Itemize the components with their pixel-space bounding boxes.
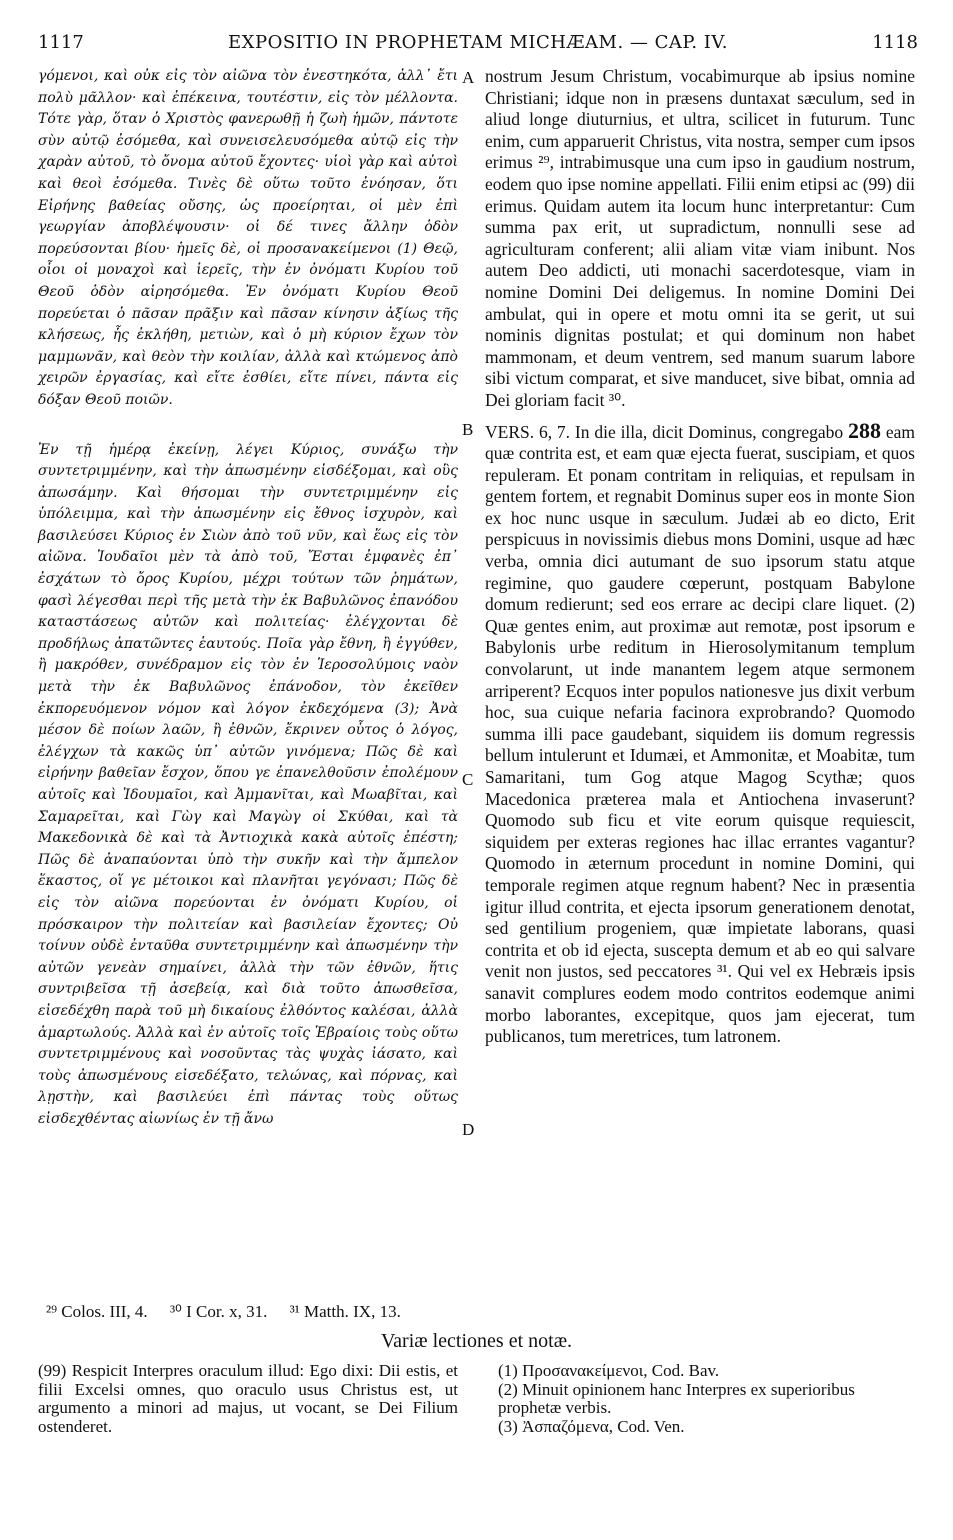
footnote-30: ³⁰ I Cor. x, 31. [169, 1302, 268, 1321]
notes-heading: Variæ lectiones et notæ. [380, 1330, 573, 1352]
page-header [38, 32, 918, 56]
latin-verse-body: eam quæ contrita est, et eam quæ ejecta fuerat, suscipiam, et quos repuleram. Et ponam contritam in reliquias, et repulsam in gentem fortem, et regnabit Dominus super eos in monte Sion ex hoc nunc usque in sæculum. Judæi ab eo dicto, Erit perspicuus in novissimis diebus mons Domini, usque ad hæc verba, omnia dici autumant de suo ipsorum statu atque regimine, quo gaudere cœperunt, postquam Babylone domum redierunt; sed eos errare ac decipi clare liquet. (2) Quæ gentes enim, aut proximæ aut remotæ, post ipsorum e Babylonis urbe reditum in Hierosolymitanum templum convolarunt, ut inde manantem legem atque sermonem arriperent? Ecquos inter populos nationesve jus dixit verbum hoc, sua cuique nefaria facinora exprobrando? Quomodo summa illi pace gaudebant, siquidem iis domum regressis bellum intulerunt et Idumæi, et Ammonitæ, et Moabitæ, tum Samaritani, tum Gog atque Magog Scythæ; quos Macedonica præterea mala et Antiochena invaserunt? Quomodo sub ficu et vite eorum quisque requiescit, siquidem per exteras regiones hac illac errantes vagantur? Quomodo in æternum procedunt in nomine Domini, qui temporale regimen atque regnum habent? Nec in præsentia igitur illud contrita, et ejecta ipsorum generationem denotat, sed gentilium progeniem, quæ impietate laborans, quasi contrita et ob id ejecta, suscepta demum et ab eo qui salvare venit non justos, sed peccatores ³¹. Qui vel ex Hebræis ipsis sanavit complures eodem modo contritos eodemque animi morbo laborantes, excepitque, quos jam ejecerat, tum publicanos, tum meretrices, tum latronem. [485, 421, 915, 1047]
greek-paragraph-1: γόμενοι, καὶ οὐκ εἰς τὸν αἰῶνα τὸν ἐνεστηκότα, ἀλλ᾽ ἔτι πολὺ μᾶλλον· καὶ ἐπέκεινα, τουτέστιν, εἰς τὸν μέλλοντα. Τότε γὰρ, ὅταν ὁ Χριστὸς φανερωθῇ ἡ ζωὴ ἡμῶν, πάντοτε σὺν αὐτῷ ἐσόμεθα, καὶ συνεισελευσόμεθα αὐτῷ εἰς τὴν χαρὰν αὐτοῦ, τὸ ὄνομα αὐτοῦ ἔχοντες· υἱοὶ γὰρ καὶ αὐτοὶ καὶ θεοὶ ἐσόμεθα. Τινὲς δὲ οὕτω τοῦτο ἐνόησαν, ὅτι Εἰρήνης βαθείας οὔσης, ὡς προείρηται, οἱ μὲν ἐπὶ γεωργίαν ἀποβλέψουσιν· οἱ δέ τινες ἄλλην ὁδὸν πορεύσονται βίου· ἡμεῖς δὲ, οἱ προσανακείμενοι (1) Θεῷ, οἷοι οἱ μοναχοὶ καὶ ἱερεῖς, τὴν ἐν ὀνόματι Κυρίου τοῦ Θεοῦ ὁδὸν αἱρησόμεθα. Ἐν ὀνόματι Κυρίου Θεοῦ πορεύεται ὁ πᾶσαν πρᾶξιν καὶ πᾶσαν κίνησιν ἀξίως τῆς κλήσεως, ἧς ἐκλήθη, μετιὼν, καὶ ὁ μὴ κύριον ἔχων τὸν μαμμωνᾶν, καὶ θεὸν τὴν κοιλίαν, ἀλλὰ καὶ κτώμενος ἀπὸ χειρῶν ἐργασίας, καὶ εἴτε ἐσθίει, εἴτε πίνει, πάντα εἰς δόξαν Θεοῦ ποιῶν. [38, 68, 458, 408]
margin-letter-d: D [462, 1120, 475, 1139]
page-number-right: 1118 [872, 32, 918, 53]
variant-notes [498, 1362, 918, 1436]
greek-column [38, 66, 458, 1131]
margin-letter-c: C [462, 770, 474, 789]
footnote-31: ³¹ Matth. IX, 13. [289, 1302, 401, 1321]
column-number: 288 [848, 417, 881, 443]
footnote-29: ²⁹ Colos. III, 4. [46, 1302, 148, 1321]
margin-letter-a: A [462, 68, 475, 87]
variant-note-2: (2) Minuit opinionem hanc Interpres ex superioribus prophetæ verbis. [498, 1379, 855, 1417]
footnotes [46, 1302, 419, 1322]
latin-column [485, 66, 915, 1048]
variant-note-3: (3) Ἀσπαζόμενα, Cod. Ven. [498, 1416, 685, 1436]
latin-paragraph-2 [485, 417, 915, 1048]
margin-letter-b: B [462, 420, 474, 439]
latin-paragraph-1: nostrum Jesum Christum, vocabimurque ab ipsius nomine Christiani; idque non in præsens duntaxat sæculum, sed in aliud longe diuturnius, et ultra, scilicet in futurum. Tunc enim, cum apparuerit Christus, vita nostra, semper cum ipsos erimus ²⁹, intrabimusque una cum ipso in gaudium nostrum, eodem quo ipse nomine appellati. Filii enim etipsi ac (99) dii erimus. Quidam autem ita locum hunc interpretantur: Cum summa pax erit, ut supradictum, nonnulli sese ad agriculturam conferent; alii aliam vitæ viam inibunt. Nos autem Deo addicti, uti monachi sacerdotesque, viam in nomine Domini Dei deligemus. In nomine Domini Dei ambulat, qui in opere et motu omni ita se gerit, ut sui nominis dignitas postulat; et qui dominum non habet mammonam, et deum ventrem, sed manum suarum labore sibi victum comparat, et sive manducet, sive bibat, omnia ad Dei gloriam facit ³⁰. [485, 66, 915, 410]
greek-paragraph-2: Ἐν τῇ ἡμέρᾳ ἐκείνῃ, λέγει Κύριος, συνάξω τὴν συντετριμμένην, καὶ τὴν ἀπωσμένην εἰσδέξομαι, καὶ οὓς ἀπωσάμην. Καὶ θήσομαι τὴν συντετριμμένην εἰς ὑπόλειμμα, καὶ τὴν ἀπωσμένην εἰς ἔθνος ἰσχυρὸν, καὶ βασιλεύσει Κύριος ἐν Σιὼν ἀπὸ τοῦ νῦν, καὶ ἕως εἰς τὸν αἰῶνα. Ἰουδαῖοι μὲν τὰ ἀπὸ τοῦ, Ἔσται ἐμφανὲς ἐπ᾽ ἐσχάτων τὸ ὄρος Κυρίου, μέχρι τούτων τῶν ῥημάτων, φασὶ λέγεσθαι περὶ τῆς μετὰ τὴν ἐκ Βαβυλῶνος ἐπανόδου καταστάσεως αὐτῶν καὶ πολιτείας· ἐλέγχονται δὲ προδήλως ἀπατῶντες ἑαυτούς. Ποῖα γὰρ ἔθνη, ἢ ἐγγύθεν, ἢ μακρόθεν, συνέδραμον εἰς τὸν ἐν Ἱεροσολύμοις ναὸν μετὰ τὴν ἐκ Βαβυλῶνος ἐπάνοδον, τὸν ἐκεῖθεν ἐκπορευόμενον νόμον καὶ λόγον ἐκδεχόμενα (3); Ἀνὰ μέσον δὲ ποίων λαῶν, ἢ ἐθνῶν, ἔκρινεν οὗτος ὁ λόγος, ἐλέγχων τὰ κακῶς ὑπ᾽ αὐτῶν γινόμενα; Πῶς δὲ καὶ εἰρήνην βαθεῖαν ἔσχον, ὅπου γε ἐπανελθοῦσιν ἐπολέμουν αὐτοῖς καὶ Ἰδουμαῖοι, καὶ Ἀμμανῖται, καὶ Μωαβῖται, καὶ Σαμαρεῖται, καὶ Γὼγ καὶ Μαγὼγ οἱ Σκύθαι, καὶ τὰ Μακεδονικὰ δὲ καὶ τὰ Ἀντιοχικὰ κακὰ αὐτοῖς ἐπέστη; Πῶς δὲ ἀναπαύονται ὑπὸ τὴν συκῆν καὶ τὴν ἄμπελον ἕκαστος, οἵ γε μέτοικοι καὶ πλανῆται γεγόνασι; Πῶς δὲ εἰς τὸν αἰῶνα πορεύονται ἐν ὀνόματι Κυρίου, οἱ πρόσκαιρον τὴν πολιτείαν καὶ βασιλείαν ἔχοντες; Οὐ τοίνυν οὐδὲ ἐνταῦθα συντετριμμένην καὶ ἀπωσμένην τὴν αὐτῶν γενεὰν σημαίνει, ἀλλὰ τὴν τῶν ἐθνῶν, ἥτις συντριβεῖσα τῇ ἀσεβείᾳ, καὶ διὰ τοῦτο ἀπωσθεῖσα, εἰσεδέχθη παρὰ τοῦ μὴ δικαίους ἐλθόντος καλέσαι, ἀλλὰ ἁμαρτωλούς. Ἀλλὰ καὶ ἐν αὐτοῖς τοῖς Ἑβραίοις τοὺς οὕτω συντετριμμένους καὶ νοσοῦντας τὰς ψυχὰς ἰάσατο, καὶ τοὺς ἀπωσμένους εἰσεδέξατο, τελώνας, καὶ πόρνας, καὶ λῃστὴν, καὶ βασιλεύει ἐπὶ πάντας τοὺς οὕτως εἰσδεχθέντας αἰωνίως ἐν τῇ ἄνω [38, 441, 458, 1127]
running-title: EXPOSITIO IN PROPHETAM MICHÆAM. — CAP. IV. [228, 32, 728, 53]
variant-note-1: (1) Προσανακείμενοι, Cod. Bav. [498, 1361, 720, 1380]
latin-verse-intro: VERS. 6, 7. In die illa, dicit Dominus, congregabo [485, 421, 848, 442]
note-99: (99) Respicit Interpres oraculum illud: Ego dixi: Dii estis, et filii Excelsi omnes, quo oraculo usus Christus est, ut argumento a minori ad majus, ut vocant, se Dei Filium ostenderet. [38, 1361, 458, 1436]
page-number-left: 1117 [38, 32, 84, 53]
